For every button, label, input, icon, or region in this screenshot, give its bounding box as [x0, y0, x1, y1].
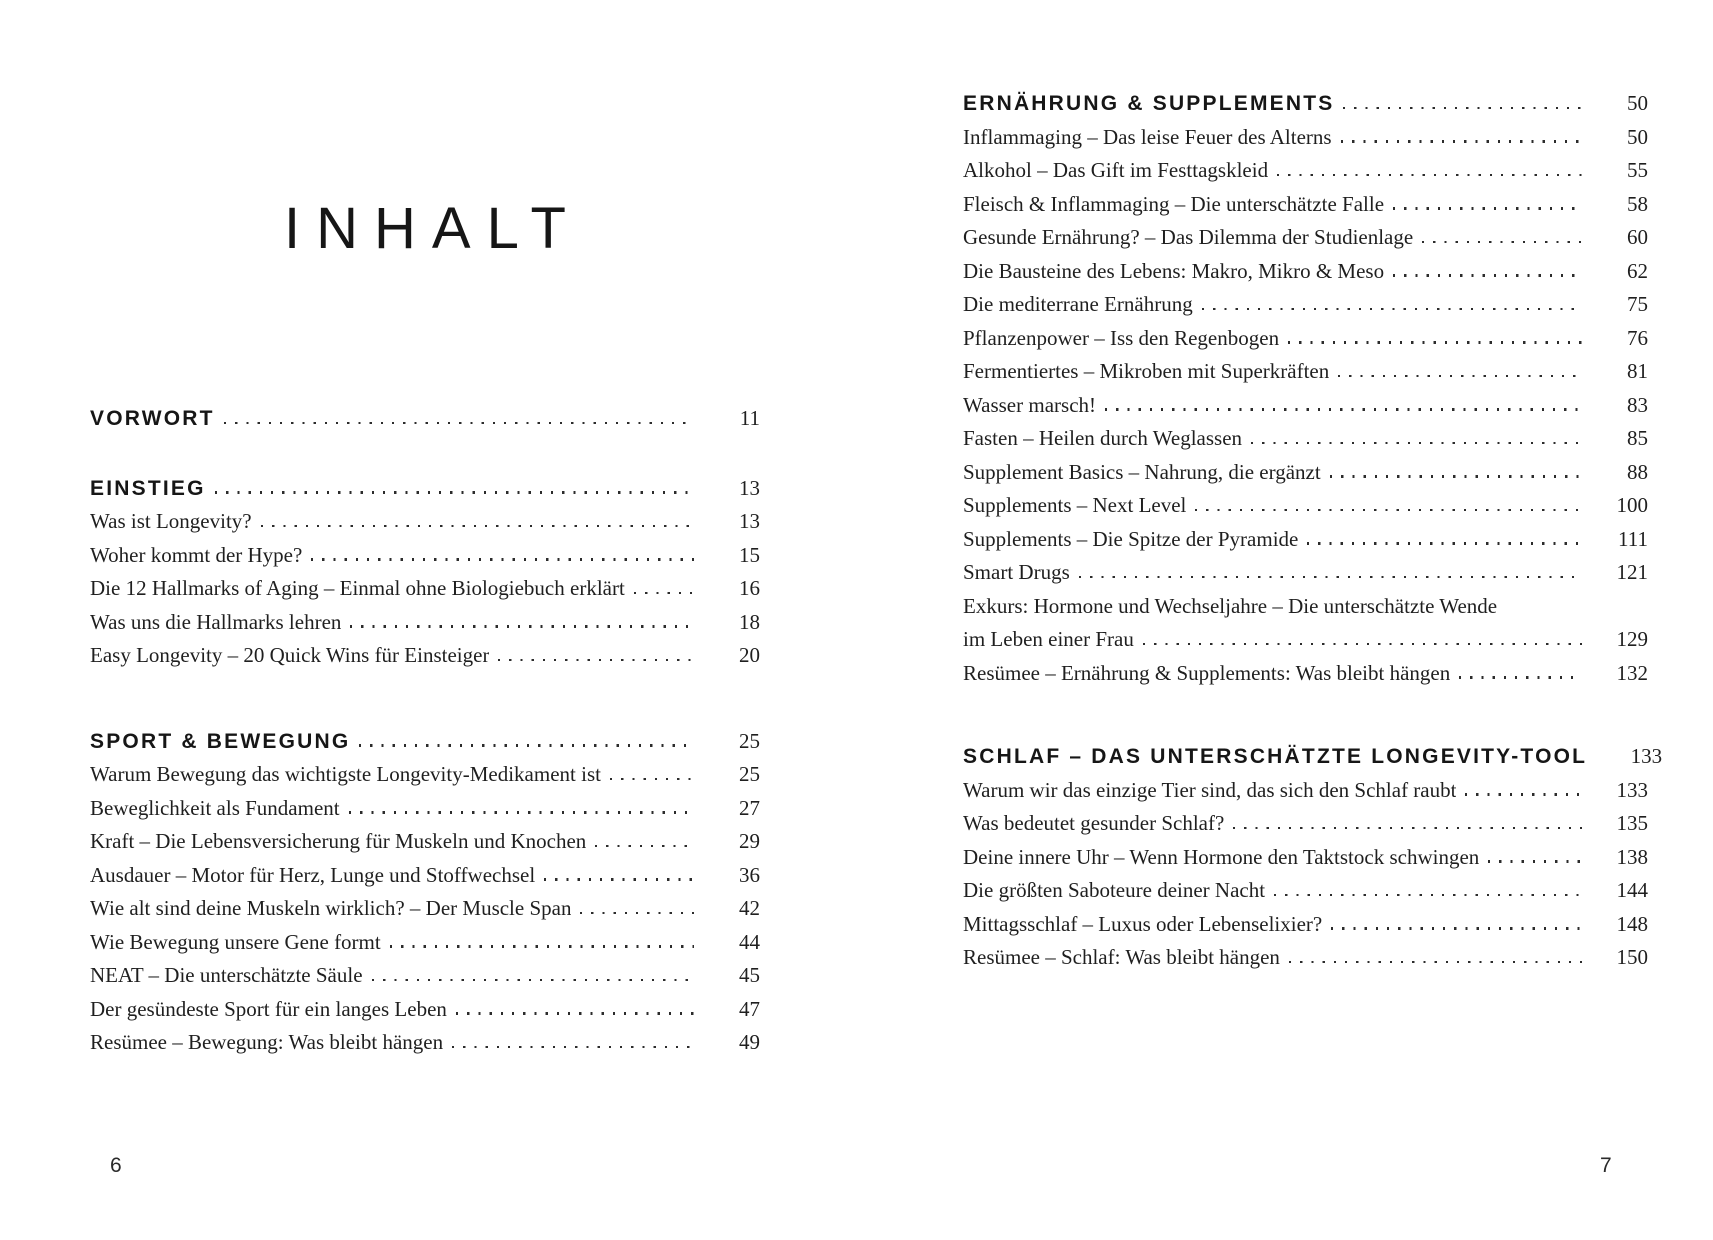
entry-page-number: 148 — [1616, 911, 1648, 936]
toc-row — [90, 993, 760, 1027]
entry-page-number: 27 — [739, 795, 760, 820]
dot-leader — [359, 744, 694, 746]
toc-row — [90, 892, 760, 926]
toc-row — [90, 606, 760, 640]
toc-item: Resümee – Bewegung: Was bleibt hängen — [90, 1030, 444, 1054]
entry-page-number: 121 — [1616, 560, 1648, 584]
toc-item: Warum wir das einzige Tier sind, das sich den Schlaf raubt — [963, 777, 1457, 802]
entry-page-number: 81 — [1627, 359, 1648, 383]
dot-leader — [350, 625, 694, 627]
dot-leader — [1343, 107, 1582, 109]
dot-leader — [595, 845, 694, 847]
toc-item: Deine innere Uhr – Wenn Hormone den Taktstock schwingen — [963, 844, 1480, 869]
toc-section — [963, 87, 1648, 690]
toc-item: Der gesündeste Sport für ein langes Leben — [90, 996, 447, 1021]
toc-item: Kraft – Die Lebensversicherung für Muskeln und Knochen — [90, 829, 587, 853]
toc-row — [90, 505, 760, 539]
toc-item: Wie alt sind deine Muskeln wirklich? – Der Muscle Span — [90, 896, 572, 920]
toc-item: Die Bausteine des Lebens: Makro, Mikro & Meso — [963, 258, 1385, 283]
entry-page-number: 47 — [739, 996, 760, 1021]
toc-row — [963, 154, 1648, 188]
dot-leader — [1289, 961, 1582, 963]
dot-leader — [215, 491, 694, 493]
dot-leader — [580, 912, 694, 914]
toc-right-page — [963, 87, 1663, 975]
entry-page-number: 85 — [1627, 426, 1648, 450]
toc-row — [963, 422, 1648, 456]
toc-row — [963, 355, 1648, 389]
toc-item: Smart Drugs — [963, 560, 1070, 584]
toc-row — [963, 389, 1648, 423]
entry-page-number: 132 — [1616, 660, 1648, 685]
dot-leader — [1233, 827, 1582, 829]
toc-row — [90, 758, 760, 792]
toc-row — [963, 874, 1648, 908]
toc-row — [90, 825, 760, 859]
dot-leader — [498, 659, 694, 661]
toc-row — [963, 523, 1648, 557]
toc-row — [90, 402, 760, 436]
entry-page-number: 88 — [1627, 459, 1648, 484]
toc-item: Ausdauer – Motor für Herz, Lunge und Stoffwechsel — [90, 862, 536, 887]
entry-page-number: 138 — [1616, 844, 1648, 869]
dot-leader — [1202, 308, 1582, 310]
dot-leader — [1330, 475, 1582, 477]
toc-section — [90, 402, 760, 436]
dot-leader — [544, 878, 694, 880]
toc-row — [90, 859, 760, 893]
dot-leader — [261, 525, 694, 527]
toc-item: Die 12 Hallmarks of Aging – Einmal ohne Biologiebuch erklärt — [90, 576, 625, 600]
entry-page-number: 16 — [739, 576, 760, 600]
toc-row — [963, 657, 1648, 691]
toc-section-heading: SCHLAF – DAS UNTERSCHÄTZTE LONGEVITY-TOOL — [963, 745, 1588, 768]
entry-page-number: 44 — [739, 929, 760, 954]
toc-item-line1: Exkurs: Hormone und Wechseljahre – Die unterschätzte Wende — [963, 593, 1498, 618]
toc-item: Resümee – Schlaf: Was bleibt hängen — [963, 945, 1280, 969]
entry-page-number: 18 — [739, 609, 760, 634]
toc-section-heading: EINSTIEG — [90, 476, 206, 500]
entry-page-number: 75 — [1627, 292, 1648, 316]
entry-page-number: 25 — [739, 762, 760, 786]
dot-leader — [1459, 676, 1582, 678]
toc-row — [90, 926, 760, 960]
entry-page-number: 133 — [1630, 744, 1663, 768]
dot-leader — [1422, 241, 1582, 243]
dot-leader — [1079, 576, 1582, 578]
dot-leader — [452, 1046, 694, 1048]
toc-row — [90, 539, 760, 573]
entry-page-number: 111 — [1618, 526, 1648, 551]
entry-page-number: 49 — [739, 1030, 760, 1054]
dot-leader — [1488, 860, 1582, 862]
toc-item: Was uns die Hallmarks lehren — [90, 609, 342, 634]
toc-section-heading: VORWORT — [90, 407, 215, 430]
entry-page-number: 36 — [739, 862, 760, 887]
dot-leader — [1105, 408, 1582, 410]
toc-row — [90, 1026, 760, 1060]
dot-leader — [1393, 274, 1582, 276]
entry-page-number: 60 — [1627, 225, 1648, 249]
toc-row — [963, 489, 1648, 523]
toc-item: Supplements – Die Spitze der Pyramide — [963, 526, 1299, 551]
dot-leader — [1393, 207, 1582, 209]
entry-page-number: 76 — [1627, 325, 1648, 350]
toc-item: Mittagsschlaf – Luxus oder Lebenselixier? — [963, 911, 1323, 936]
dot-leader — [311, 558, 694, 560]
toc-row — [963, 255, 1648, 289]
dot-leader — [456, 1012, 694, 1014]
dot-leader — [1338, 375, 1582, 377]
dot-leader — [224, 422, 694, 424]
entry-page-number: 135 — [1616, 811, 1648, 835]
toc-item: Beweglichkeit als Fundament — [90, 795, 340, 820]
entry-page-number: 25 — [739, 728, 760, 753]
entry-page-number: 13 — [739, 509, 760, 533]
entry-page-number: 100 — [1616, 493, 1648, 517]
entry-page-number: 150 — [1616, 945, 1648, 969]
toc-item: Warum Bewegung das wichtigste Longevity-Medikament ist — [90, 762, 601, 786]
dot-leader — [1277, 174, 1582, 176]
toc-right-sections — [963, 87, 1663, 975]
toc-item: Was ist Longevity? — [90, 509, 252, 533]
toc-item: Inflammaging – Das leise Feuer des Alterns — [963, 124, 1332, 149]
toc-row — [90, 959, 760, 993]
dot-leader — [610, 778, 694, 780]
toc-row — [963, 908, 1648, 942]
dot-leader — [1143, 643, 1582, 645]
entry-page-number: 11 — [739, 406, 760, 430]
dot-leader — [634, 592, 694, 594]
dot-leader — [1288, 341, 1582, 343]
entry-page-number: 29 — [739, 829, 760, 853]
entry-page-number: 45 — [739, 963, 760, 987]
toc-row — [963, 322, 1648, 356]
entry-page-number: 20 — [739, 643, 760, 667]
toc-section-heading: SPORT & BEWEGUNG — [90, 729, 351, 753]
dot-leader — [349, 811, 694, 813]
entry-page-number: 133 — [1616, 777, 1648, 802]
page-title: INHALT — [284, 196, 582, 261]
dot-leader — [1465, 793, 1582, 795]
toc-item: Wasser marsch! — [963, 392, 1097, 417]
toc-row — [963, 556, 1648, 590]
toc-row — [90, 639, 760, 673]
toc-section-heading: ERNÄHRUNG & SUPPLEMENTS — [963, 92, 1335, 115]
dot-leader — [1341, 140, 1582, 142]
toc-item: Wie Bewegung unsere Gene formt — [90, 929, 381, 954]
toc-row — [963, 623, 1648, 657]
toc-left-page — [90, 0, 760, 1060]
left-folio-page-number: 6 — [110, 1154, 122, 1177]
dot-leader — [1251, 442, 1582, 444]
toc-item: NEAT – Die unterschätzte Säule — [90, 963, 363, 987]
entry-page-number: 13 — [739, 475, 760, 500]
dot-leader — [1274, 894, 1582, 896]
toc-item: Fasten – Heilen durch Weglassen — [963, 426, 1243, 450]
toc-section — [90, 472, 760, 673]
entry-page-number: 55 — [1627, 158, 1648, 182]
toc-item: Was bedeutet gesunder Schlaf? — [963, 811, 1225, 835]
toc-row — [963, 941, 1648, 975]
entry-page-number: 83 — [1627, 392, 1648, 417]
toc-item: Supplements – Next Level — [963, 493, 1187, 517]
toc-row — [963, 221, 1648, 255]
toc-row — [963, 807, 1648, 841]
toc-item: Fermentiertes – Mikroben mit Superkräften — [963, 359, 1330, 383]
toc-item: Fleisch & Inflammaging – Die unterschätzte Falle — [963, 191, 1385, 216]
toc-item: Alkohol – Das Gift im Festtagskleid — [963, 158, 1269, 182]
toc-left-sections — [90, 402, 760, 1060]
toc-row — [90, 572, 760, 606]
toc-row — [963, 188, 1648, 222]
toc-row — [963, 774, 1648, 808]
entry-page-number: 58 — [1627, 191, 1648, 216]
toc-item: Gesunde Ernährung? – Das Dilemma der Studienlage — [963, 225, 1414, 249]
toc-row — [963, 590, 1648, 624]
toc-row — [963, 456, 1648, 490]
toc-item: Woher kommt der Hype? — [90, 542, 303, 567]
entry-page-number: 62 — [1627, 258, 1648, 283]
toc-row — [963, 87, 1648, 121]
entry-page-number: 129 — [1616, 627, 1648, 651]
entry-page-number: 15 — [739, 542, 760, 567]
toc-item: Supplement Basics – Nahrung, die ergänzt — [963, 459, 1321, 484]
toc-item: Pflanzenpower – Iss den Regenbogen — [963, 325, 1280, 350]
dot-leader — [390, 945, 694, 947]
toc-section — [963, 740, 1663, 975]
entry-page-number: 144 — [1616, 878, 1648, 902]
toc-item: Resümee – Ernährung & Supplements: Was bleibt hängen — [963, 660, 1451, 685]
right-folio-page-number: 7 — [1600, 1154, 1612, 1177]
toc-item-line2: im Leben einer Frau — [963, 627, 1134, 651]
toc-row — [963, 740, 1663, 774]
toc-row — [963, 841, 1648, 875]
dot-leader — [1331, 927, 1582, 929]
entry-page-number: 50 — [1627, 91, 1648, 115]
toc-item: Die mediterrane Ernährung — [963, 292, 1193, 316]
toc-row — [90, 792, 760, 826]
dot-leader — [1195, 509, 1582, 511]
dot-leader — [372, 979, 694, 981]
toc-row — [963, 121, 1648, 155]
entry-page-number: 50 — [1627, 124, 1648, 149]
toc-section — [90, 725, 760, 1060]
toc-row — [963, 288, 1648, 322]
entry-page-number: 42 — [739, 896, 760, 920]
dot-leader — [1307, 542, 1582, 544]
toc-item: Easy Longevity – 20 Quick Wins für Einsteiger — [90, 643, 490, 667]
toc-item: Die größten Saboteure deiner Nacht — [963, 878, 1266, 902]
toc-row — [90, 725, 760, 759]
toc-row — [90, 472, 760, 506]
